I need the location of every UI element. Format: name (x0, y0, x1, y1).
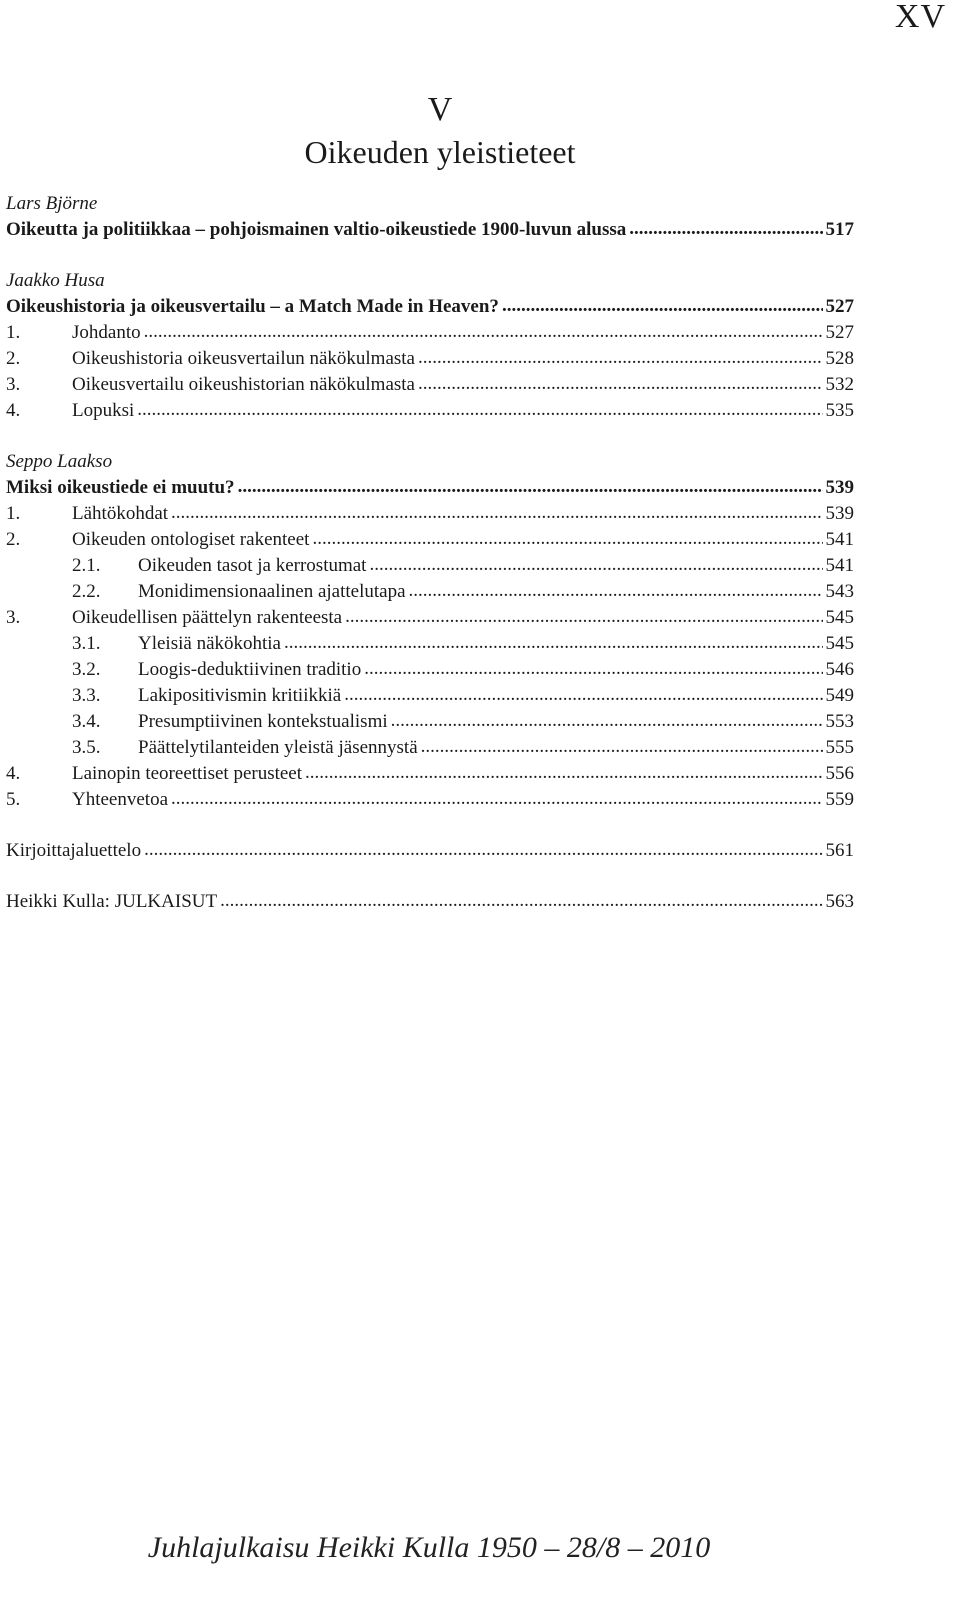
page-ref: 535 (825, 400, 854, 421)
dot-leader (171, 786, 822, 812)
entry-label: Monidimensionaalinen ajattelutapa (138, 581, 406, 602)
subsection-number: 2.1. (72, 555, 101, 576)
entry-label: Oikeudellisen päättelyn rakenteesta (72, 607, 343, 628)
page-ref: 528 (825, 348, 854, 369)
entry-label: Kirjoittajaluettelo (6, 840, 142, 861)
page-ref: 527 (825, 322, 854, 343)
page-ref: 559 (825, 789, 854, 810)
page-ref: 539 (825, 477, 854, 498)
page-ref: 545 (825, 633, 854, 654)
dot-leader (502, 293, 823, 319)
part-number: V (427, 91, 453, 128)
entry-label: Lakipositivismin kritiikkiä (138, 685, 342, 706)
toc-subentry[interactable] (6, 631, 854, 657)
subsection-number: 3.1. (72, 633, 101, 654)
entry-label: Oikeushistoria oikeusvertailun näkökulmasta (72, 348, 415, 369)
toc-entry[interactable] (6, 398, 854, 424)
dot-leader (369, 552, 822, 578)
subsection-number: 3.5. (72, 737, 101, 758)
page-ref: 549 (825, 685, 854, 706)
page-ref: 555 (825, 737, 854, 758)
page-ref: 541 (825, 529, 854, 550)
page-ref: 532 (825, 374, 854, 395)
entry-label: Johdanto (72, 322, 141, 343)
page-ref: 546 (825, 659, 854, 680)
dot-leader (137, 397, 822, 423)
entry-label: Lainopin teoreettiset perusteet (72, 763, 303, 784)
toc-publications[interactable] (6, 889, 854, 915)
toc-subentry[interactable] (6, 553, 854, 579)
toc-entry[interactable] (6, 605, 854, 631)
section-number: 3. (6, 374, 21, 395)
subsection-number: 3.3. (72, 685, 101, 706)
page-number: XV (894, 0, 946, 35)
page-ref: 561 (825, 840, 854, 861)
toc-subentry[interactable] (6, 579, 854, 605)
entry-label: Presumptiivinen kontekstualismi (138, 711, 388, 732)
entry-label: Miksi oikeustiede ei muutu? (6, 477, 235, 498)
entry-label: Heikki Kulla: JULKAISUT (6, 891, 218, 912)
dot-leader (629, 216, 822, 242)
toc-contributors-list[interactable] (6, 838, 854, 864)
page-ref: 545 (825, 607, 854, 628)
toc-entry[interactable] (6, 787, 854, 813)
dot-leader (391, 708, 823, 734)
part-title: Oikeuden yleistieteet (304, 134, 576, 170)
page-ref: 563 (825, 891, 854, 912)
entry-label: Oikeuden tasot ja kerrostumat (138, 555, 367, 576)
entry-label: Päättelytilanteiden yleistä jäsennystä (138, 737, 418, 758)
dot-leader (238, 474, 823, 500)
dot-leader (344, 682, 822, 708)
subsection-number: 3.2. (72, 659, 101, 680)
toc-subentry[interactable] (6, 735, 854, 761)
section-number: 2. (6, 348, 21, 369)
dot-leader (312, 526, 822, 552)
page-ref: 541 (825, 555, 854, 576)
section-number: 3. (6, 607, 21, 628)
page-ref: 539 (825, 503, 854, 524)
entry-label: Jaakko Husa (6, 270, 105, 291)
toc-entry[interactable] (6, 527, 854, 553)
toc-entry[interactable] (6, 346, 854, 372)
toc-article-title[interactable] (6, 475, 854, 501)
page-ref: 527 (825, 296, 854, 317)
toc-entry[interactable] (6, 761, 854, 787)
section-number: 2. (6, 529, 21, 550)
entry-label: Oikeusvertailu oikeushistorian näkökulmasta (72, 374, 415, 395)
dot-leader (220, 888, 822, 914)
entry-label: Seppo Laakso (6, 451, 113, 472)
section-number: 4. (6, 763, 21, 784)
dot-leader (345, 604, 822, 630)
toc-subentry[interactable] (6, 657, 854, 683)
entry-label: Oikeutta ja politiikkaa – pohjoismainen valtio-oikeustiede 1900-luvun alussa (6, 219, 627, 240)
page-ref: 553 (825, 711, 854, 732)
author-name (6, 449, 854, 475)
dot-leader (409, 578, 823, 604)
dot-leader (364, 656, 822, 682)
toc-entry[interactable] (6, 501, 854, 527)
dot-leader (171, 500, 822, 526)
subsection-number: 3.4. (72, 711, 101, 732)
dot-leader (418, 345, 823, 371)
toc-subentry[interactable] (6, 709, 854, 735)
section-number: 4. (6, 400, 21, 421)
subsection-number: 2.2. (72, 581, 101, 602)
page-ref: 556 (825, 763, 854, 784)
dot-leader (144, 319, 823, 345)
entry-label: Lopuksi (72, 400, 135, 421)
dot-leader (421, 734, 823, 760)
author-name (6, 191, 854, 217)
dot-leader (284, 630, 823, 656)
dot-leader (305, 760, 822, 786)
entry-label: Loogis-deduktiivinen traditio (138, 659, 362, 680)
toc-subentry[interactable] (6, 683, 854, 709)
entry-label: Oikeushistoria ja oikeusvertailu – a Match Made in Heaven? (6, 296, 499, 317)
page-ref: 517 (825, 219, 854, 240)
entry-label: Oikeuden ontologiset rakenteet (72, 529, 310, 550)
section-number: 1. (6, 503, 21, 524)
section-number: 1. (6, 322, 21, 343)
entry-label: Lars Björne (6, 193, 98, 214)
toc-entry[interactable] (6, 372, 854, 398)
toc-article-title[interactable] (6, 217, 854, 243)
entry-label: Lähtökohdat (72, 503, 169, 524)
book-footer: Juhlajulkaisu Heikki Kulla 1950 – 28/8 – 2010 (147, 1531, 711, 1564)
dot-leader (144, 837, 822, 863)
toc-article-title[interactable] (6, 294, 854, 320)
page-ref: 543 (825, 581, 854, 602)
toc-entry[interactable] (6, 320, 854, 346)
entry-label: Yhteenvetoa (72, 789, 169, 810)
section-number: 5. (6, 789, 21, 810)
dot-leader (418, 371, 823, 397)
entry-label: Yleisiä näkökohtia (138, 633, 281, 654)
author-name (6, 268, 854, 294)
